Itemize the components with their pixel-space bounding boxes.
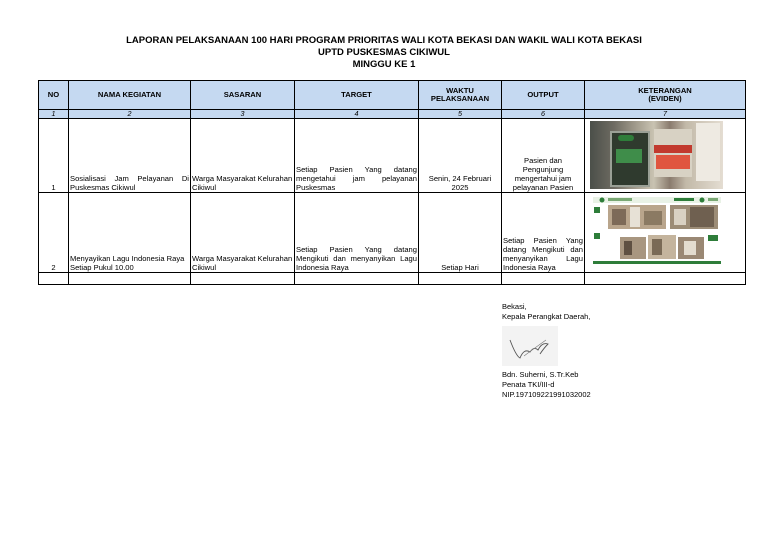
- header-no: NO: [39, 81, 69, 110]
- signature-block: [502, 302, 590, 322]
- signatory-nip: NIP.197109221991032002: [502, 390, 591, 399]
- header-target: TARGET: [295, 81, 419, 110]
- col-number: 4: [295, 110, 419, 119]
- signatory-name: Bdn. Suherni, S.Tr.Keb: [502, 370, 579, 379]
- signature-place: Bekasi,: [502, 302, 527, 311]
- row-evidence: [585, 193, 746, 273]
- row-waktu: Senin, 24 Februari 2025: [419, 119, 502, 193]
- row-output: Pasien dan Pengunjung mengertahui jam pelayanan Pasien: [502, 119, 585, 193]
- row-waktu: Setiap Hari: [419, 193, 502, 273]
- header-sasaran: SASARAN: [191, 81, 295, 110]
- table-row: [39, 193, 746, 273]
- evidence-photo: [590, 121, 723, 189]
- col-number: 3: [191, 110, 295, 119]
- row-no: 2: [39, 193, 69, 273]
- header-output: OUTPUT: [502, 81, 585, 110]
- row-sasaran: Warga Masyarakat Kelurahan Cikiwul: [191, 193, 295, 273]
- row-target: Setiap Pasien Yang datang mengetahui jam pelayanan Puskesmas: [295, 119, 419, 193]
- row-sasaran: Warga Masyarakat Kelurahan Cikiwul: [191, 119, 295, 193]
- handwritten-signature: [502, 326, 558, 366]
- row-kegiatan: Sosialisasi Jam Pelayanan Di Puskesmas Cikiwul: [69, 119, 191, 193]
- header-nama-kegiatan: NAMA KEGIATAN: [69, 81, 191, 110]
- row-output: Setiap Pasien Yang datang Mengikuti dan menyanyikan Lagu Indonesia Raya: [502, 193, 585, 273]
- row-evidence: [585, 119, 746, 193]
- row-kegiatan: Menyayikan Lagu Indonesia Raya Setiap Pukul 10.00: [69, 193, 191, 273]
- table-row: [39, 119, 746, 193]
- report-week: MINGGU KE 1: [352, 59, 416, 70]
- column-number-row: [39, 110, 746, 119]
- signature-position: Kepala Perangkat Daerah,: [502, 312, 591, 321]
- col-number: 1: [39, 110, 69, 119]
- col-number: 5: [419, 110, 502, 119]
- evidence-collage: [590, 195, 724, 265]
- col-number: 6: [502, 110, 585, 119]
- report-subtitle: UPTD PUSKESMAS CIKIWUL: [318, 47, 450, 58]
- col-number: 7: [585, 110, 746, 119]
- header-keterangan: KETERANGAN (EVIDEN): [585, 81, 746, 110]
- report-title: LAPORAN PELAKSANAAN 100 HARI PROGRAM PRIORITAS WALI KOTA BEKASI DAN WAKIL WALI KOTA BEKASI: [126, 35, 642, 46]
- col-number: 2: [69, 110, 191, 119]
- table-header-row: [39, 81, 746, 110]
- signatory-details: [502, 370, 591, 400]
- report-table: [38, 80, 746, 285]
- row-target: Setiap Pasien Yang datang Mengikuti dan menyanyikan Lagu Indonesia Raya: [295, 193, 419, 273]
- header-waktu: WAKTU PELAKSANAAN: [419, 81, 502, 110]
- signatory-rank: Penata TKI/III-d: [502, 380, 555, 389]
- empty-row: [39, 273, 746, 285]
- row-no: 1: [39, 119, 69, 193]
